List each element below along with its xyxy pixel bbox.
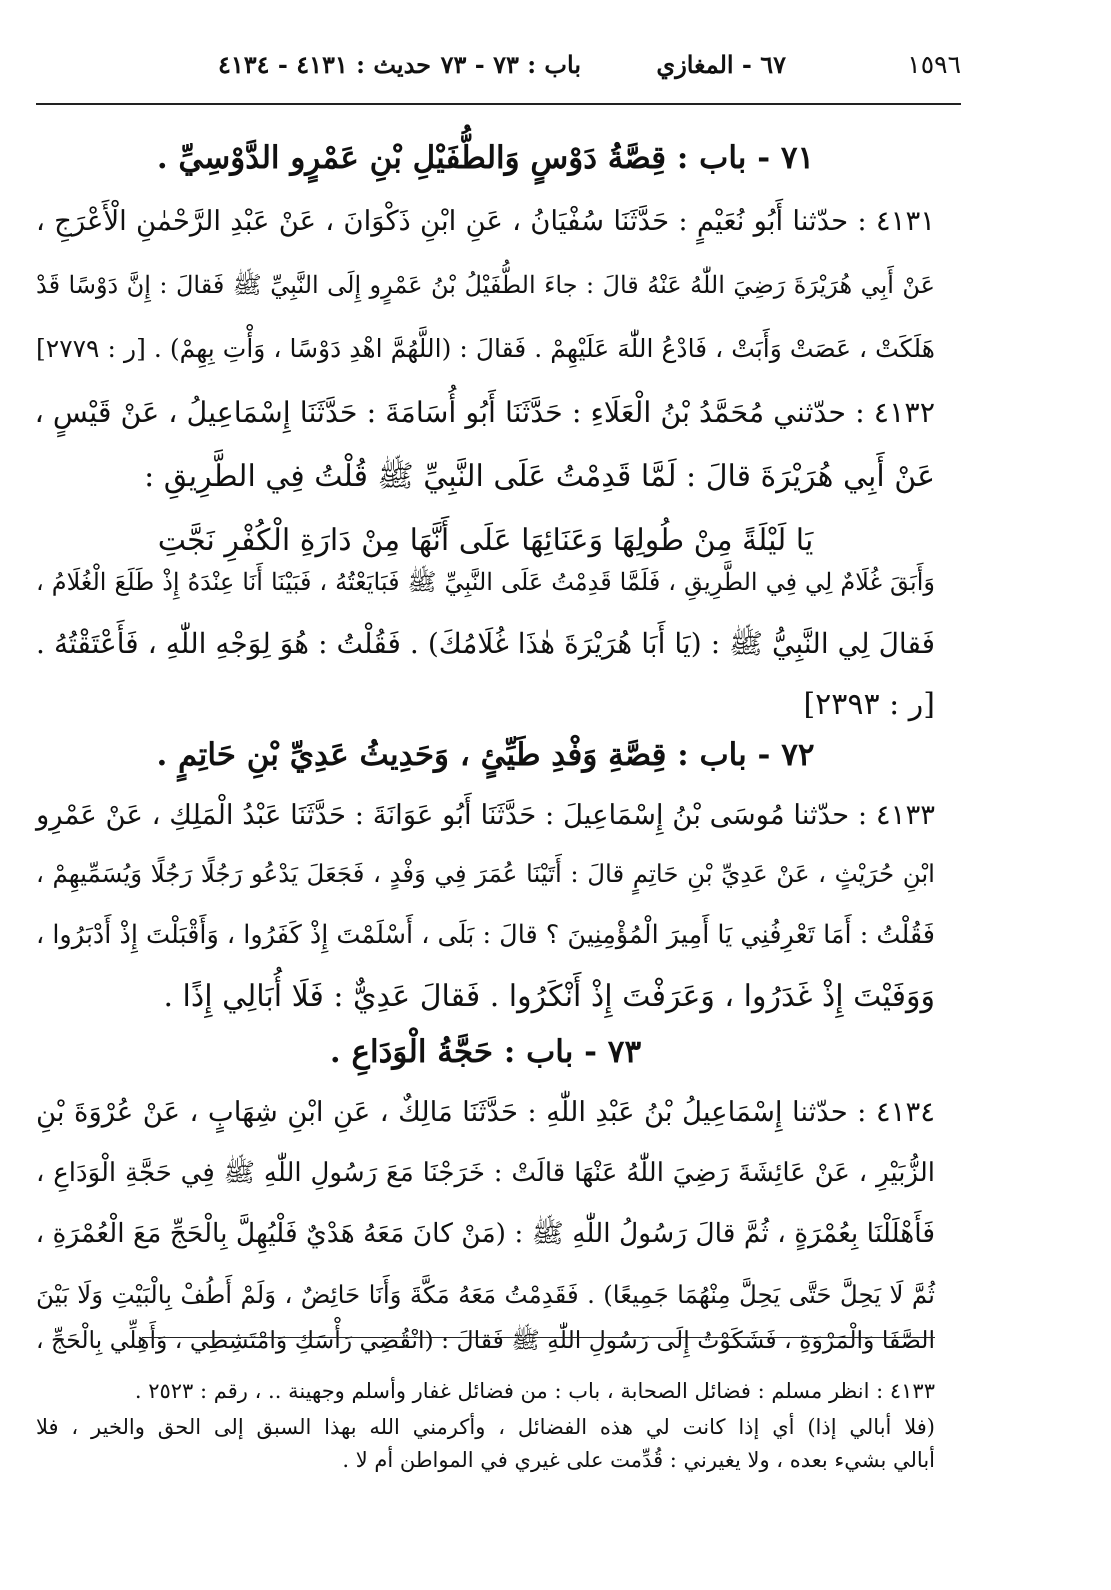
footnote: (فلا أبالي إذا) أي إذا كانت لي هذه الفضائل ، وأكرمني الله بهذا السبق إلى الحق والخير ، فلا [36,1415,935,1439]
poem-verse: يَا لَيْلَةً مِنْ طُولِهَا وَعَنَائِهَا عَلَى أَنَّهَا مِنْ دَارَةِ الْكُفْرِ نَجَّتِ [157,523,814,558]
header-rule [36,103,961,105]
hadith-4134-line: الزُّبَيْرِ ، عَنْ عَائِشَةَ رَضِيَ اللّٰهُ عَنْهَا قالَتْ : خَرَجْنَا مَعَ رَسُولِ اللّٰهِ ﷺ فِي حَجَّةِ الْوَدَاعِ ، [36,1158,935,1188]
book-title: ٦٧ - المغازي [656,50,786,79]
chapter-heading-71: ٧١ - باب : قِصَّةُ دَوْسٍ وَالطُّفَيْلِ بْنِ عَمْرٍو الدَّوْسِيِّ . [156,140,815,176]
hadith-range: حديث : ٤١٣١ - ٤١٣٤ [217,50,431,79]
chapter-heading-73: ٧٣ - باب : حَجَّةُ الْوَدَاعِ . [329,1034,642,1070]
hadith-4134-line: الصَّفَا وَالْمَرْوَةِ ، فَشَكَوْتُ إِلَى رَسُولِ اللّٰهِ ﷺ فَقالَ : (انْقُضِي رَأْسَكِ وَامْتَشِطِي ، وَأَهِلِّي بِالْحَجِّ ، [35,1326,935,1354]
chapter-range: باب : ٧٣ - ٧٣ [440,50,581,79]
page-number: ١٥٩٦ [907,50,961,79]
hadith-4133-line: ابْنِ حُرَيْثٍ ، عَنْ عَدِيِّ بْنِ حَاتِمٍ قالَ : أَتَيْنَا عُمَرَ فِي وَفْدٍ ، فَجَعَلَ يَدْعُو رَجُلًا رَجُلًا وَيُسَمِّيهِمْ ، [36,859,935,888]
running-header [40,44,1071,92]
hadith-4133-line: ٤١٣٣ : حدّثنا مُوسَى بْنُ إِسْمَاعِيلَ : حَدَّثَنَا أَبُو عَوَانَةَ : حَدَّثَنَا عَبْدُ الْمَلِكِ ، عَنْ عَمْرِو [36,799,935,831]
hadith-4132-line: وَأَبَقَ غُلَامٌ لِي فِي الطَّرِيقِ ، فَلَمَّا قَدِمْتُ عَلَى النَّبِيِّ ﷺ فَبَايَعْتُهُ ، فَبَيْنَا أَنَا عِنْدَهُ إِذْ طَلَعَ الْغُلَامُ ، [36,568,935,596]
hadith-4134-line: فَأَهْلَلْنَا بِعُمْرَةٍ ، ثُمَّ قالَ رَسُولُ اللّٰهِ ﷺ : (مَنْ كانَ مَعَهُ هَدْيٌ فَلْيُهِلَّ بِالْحَجِّ مَعَ الْعُمْرَةِ ، [35,1218,935,1249]
hadith-4132-line: ٤١٣٢ : حدّثني مُحَمَّدُ بْنُ الْعَلَاءِ : حَدَّثَنَا أَبُو أُسَامَةَ : حَدَّثَنَا إِسْمَاعِيلُ ، عَنْ قَيْسٍ ، [34,396,935,429]
hadith-4133-line: فَقُلْتُ : أَمَا تَعْرِفُنِي يَا أَمِيرَ الْمُؤْمِنِينَ ؟ قالَ : بَلَى ، أَسْلَمْتَ إِذْ كَفَرُوا ، وَأَقْبَلْتَ إِذْ أَدْبَرُوا ، [36,920,935,950]
chapter-heading-72: ٧٢ - باب : قِصَّةِ وَفْدِ طَيِّئٍ ، وَحَدِيثُ عَدِيِّ بْنِ حَاتِمٍ . [156,737,815,773]
hadith-4131-line: هَلَكَتْ ، عَصَتْ وَأَبَتْ ، فَادْعُ اللّٰهَ عَلَيْهِمْ . فَقالَ : (اللَّهُمَّ اهْدِ دَوْسًا ، وَأْتِ بِهِمْ) . [ر : ٢٧٧٩] [36,334,935,363]
footnote-rule [142,1337,935,1338]
cross-reference: [ر : ٢٣٩٣] [803,687,935,722]
hadith-4134-line: ٤١٣٤ : حدّثنا إِسْمَاعِيلُ بْنُ عَبْدِ اللّٰهِ : حَدَّثَنَا مَالِكٌ ، عَنِ ابْنِ شِهَابٍ ، عَنْ عُرْوَةَ بْنِ [36,1096,935,1128]
hadith-4134-line: ثُمَّ لَا يَحِلَّ حَتَّى يَحِلَّ مِنْهُمَا جَمِيعًا) . فَقَدِمْتُ مَعَهُ مَكَّةَ وَأَنَا حَائِضٌ ، وَلَمْ أَطُفْ بِالْبَيْتِ وَلَا بَيْنَ [36,1280,935,1309]
hadith-4132-line: عَنْ أَبِي هُرَيْرَةَ قالَ : لَمَّا قَدِمْتُ عَلَى النَّبِيِّ ﷺ قُلْتُ فِي الطَّرِيقِ : [144,459,935,494]
hadith-4131-line: ٤١٣١ : حدّثنا أَبُو نُعَيْمٍ : حَدَّثَنَا سُفْيَانُ ، عَنِ ابْنِ ذَكْوَانَ ، عَنْ عَبْدِ الرَّحْمٰنِ الْأَعْرَجِ ، [36,205,935,237]
footnote: أبالي بشيء بعده ، ولا يغيرني : قُدِّمت على غيري في المواطن أم لا . [342,1448,935,1472]
hadith-4133-line: وَوَفَيْتَ إِذْ غَدَرُوا ، وَعَرَفْتَ إِذْ أَنْكَرُوا . فَقالَ عَدِيٌّ : فَلَا أُبَالِي إِذًا . [163,979,935,1014]
hadith-4132-line: فَقالَ لِي النَّبِيُّ ﷺ : (يَا أَبَا هُرَيْرَةَ هٰذَا غُلَامُكَ) . فَقُلْتُ : هُوَ لِوَجْهِ اللّٰهِ ، فَأَعْتَقْتُهُ . [36,627,935,660]
footnote: ٤١٣٣ : انظر مسلم : فضائل الصحابة ، باب : من فضائل غفار وأسلم وجهينة .. ، رقم : ٢٥٢٣ . [134,1379,935,1403]
hadith-4131-line: عَنْ أَبِي هُرَيْرَةَ رَضِيَ اللّٰهُ عَنْهُ قالَ : جاءَ الطُّفَيْلُ بْنُ عَمْرٍو إِلَى النَّبِيِّ ﷺ فَقالَ : إِنَّ دَوْسًا قَدْ [36,271,935,299]
